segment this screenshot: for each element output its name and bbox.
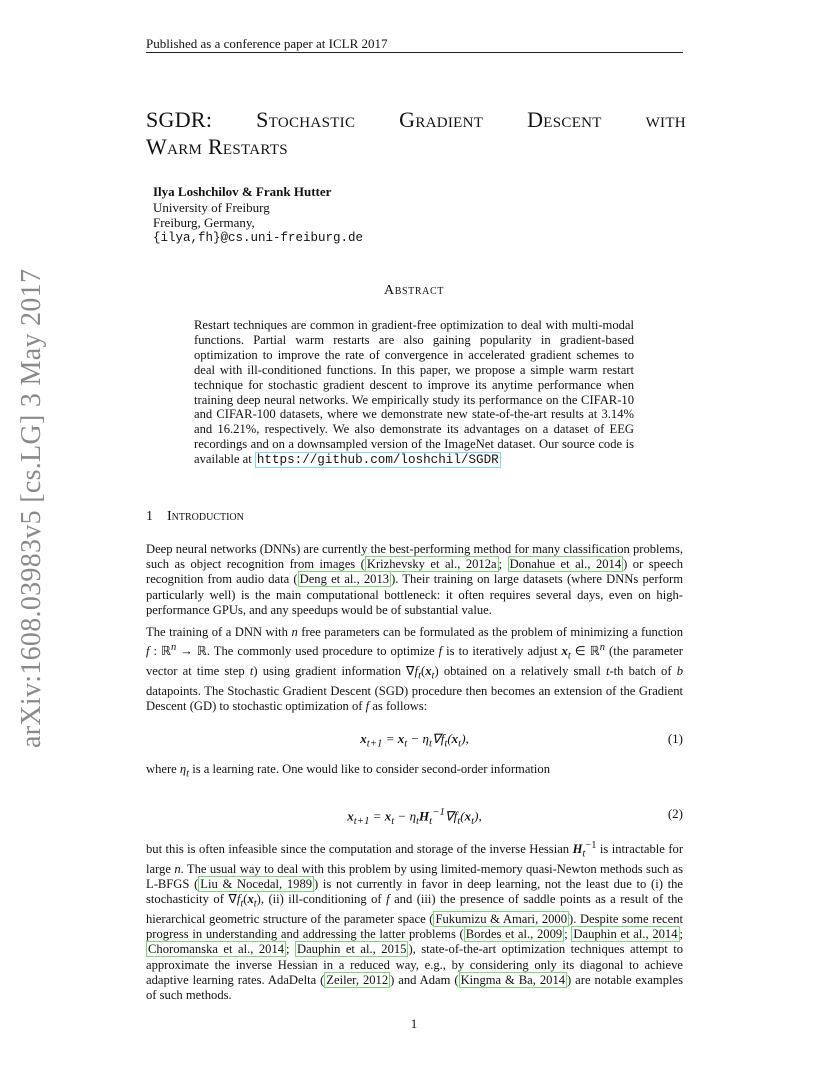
equation-1	[146, 731, 683, 749]
source-code-link[interactable]: https://github.com/loshchil/SGDR	[256, 453, 499, 468]
title-word: with	[645, 107, 686, 132]
equation-1-formula: $x_{t+1} = x_t - \eta_t\nabla f_t(x_t)$,	[360, 731, 469, 750]
intro-paragraph-3: where $\eta_t$ is a learning rate. One would like to consider second-order information	[146, 762, 551, 780]
author-affiliation: University of Freiburg	[153, 199, 270, 215]
citation-link[interactable]: Choromanska et al., 2014	[148, 942, 285, 957]
abstract-text: Restart techniques are common in gradient-free optimization to deal with multi-modal functions. Partial warm restarts are also gaining popularity in gradient-based optimization to improve the rate of convergence in accelerated gradient schemes to deal with ill-conditioned functions. In this paper, we propose a simple warm restart technique for stochastic gradient descent to improve its anytime performance when training deep neural networks. We empirically study its performance on the CIFAR-10 and CIFAR-100 datasets, where we demonstrate new state-of-the-art results at 3.14% and 16.21%, respectively. We also demonstrate its advantages on a dataset of EEG recordings and on a downsampled version of the ImageNet dataset. Our source code is available at	[194, 318, 634, 467]
section-number: 1	[146, 509, 153, 524]
title-line-2: Warm Restarts	[146, 134, 288, 159]
title-word: Descent	[527, 107, 602, 132]
citation-link[interactable]: Krizhevsky et al., 2012a	[366, 557, 497, 572]
equation-2-formula: $x_{t+1} = x_t - \eta_tH_t^{-1}\nabla f_t(x_t)$,	[347, 806, 482, 827]
author-email: {ilya,fh}@cs.uni-freiburg.de	[153, 230, 364, 245]
title-word: SGDR:	[146, 107, 213, 132]
intro-paragraph-4: but this is often infeasible since the computation and storage of the inverse Hessian $H_t^{-1}$ is intractable for large n. The usual way to deal with this problem by using limited-memory quasi-Newton methods such as L-BFGS ( Liu & Nocedal, 1989 ) is not currently in favor in deep learning, not the least due to (i) the stochasticity of $\nabla f_t(x_t)$, (ii) ill-conditioning of f and (iii) the presence of saddle points as a result of the hierarchical geometric structure of the parameter space ( Fukumizu & Amari, 2000 ). Despite some recent progress in understanding and addressing the latter problems ( Bordes et al., 2009 ; Dauphin et al., 2014 ; Choromanska et al., 2014 ; Dauphin et al., 2015 ), state-of-the-art optimization techniques attempt to approximate the inverse Hessian in a reduced way, e.g., by considering only its diagonal to achieve adaptive learning rates. AdaDelta ( Zeiler, 2012 ) and Adam ( Kingma & Ba, 2014 ) are notable examples of such methods.	[146, 840, 684, 1003]
author-names: Ilya Loshchilov & Frank Hutter	[153, 184, 332, 199]
page-number: 1	[410, 1016, 418, 1031]
paper-title	[146, 106, 686, 160]
intro-paragraph-2: The training of a DNN with n free parameters can be formulated as the problem of minimizing a function f : ℝ$^n$ → ℝ. The commonly used procedure to optimize f is to iteratively adjust $x_t$ ∈ ℝ$^n$ (the parameter vector at time step t) using gradient information $\nabla f_t(x_t)$ obtained on a relatively small t-th batch of b datapoints. The Stochastic Gradient Descent (SGD) procedure then becomes an extension of the Gradient Descent (GD) to stochastic optimization of f as follows:	[146, 625, 684, 714]
equation-2-number: (2)	[667, 806, 683, 821]
citation-link[interactable]: Zeiler, 2012	[326, 972, 389, 987]
text-run: ) or speech recognition from audio data (	[146, 557, 684, 587]
title-word: Stochastic	[256, 107, 356, 132]
citation-link[interactable]: Donahue et al., 2014	[509, 557, 622, 572]
equation-1-number: (1)	[667, 731, 683, 746]
text-run: Deep neural networks (DNNs) are currently the best-performing method for many classification problems, such as object recognition from images (	[146, 542, 683, 572]
arxiv-sidebar-stamp: arXiv:1608.03983v5 [cs.LG] 3 May 2017	[16, 268, 47, 748]
section-heading	[146, 509, 244, 525]
abstract-heading: Abstract	[384, 283, 444, 298]
citation-link[interactable]: Kingma & Ba, 2014	[460, 972, 566, 987]
text-run: ). Their training on large datasets (where DNNs perform particularly well) is the main computational bottleneck: it often requires several days, even on high-performance GPUs, and any speedups would be of substantial value.	[146, 572, 684, 617]
citation-link[interactable]: Dauphin et al., 2015	[297, 942, 407, 957]
title-word: Gradient	[399, 107, 484, 132]
citation-link[interactable]: Dauphin et al., 2014	[573, 927, 678, 942]
author-location: Freiburg, Germany,	[153, 215, 255, 230]
section-title: Introduction	[167, 509, 244, 524]
running-header: Published as a conference paper at ICLR 2017	[146, 36, 388, 51]
abstract-body	[194, 318, 634, 468]
header-rule	[146, 52, 683, 53]
author-block	[153, 184, 363, 246]
citation-link[interactable]: Bordes et al., 2009	[465, 927, 563, 942]
citation-link[interactable]: Liu & Nocedal, 1989	[200, 877, 313, 892]
citation-link[interactable]: Deng et al., 2013	[299, 572, 390, 587]
intro-paragraph-1: Deep neural networks (DNNs) are currently the best-performing method for many classification problems, such as object recognition from images ( Krizhevsky et al., 2012a ; Donahue et al., 2014 ) or speech recognition from audio data ( Deng et al., 2013 ). Their training on large datasets (where DNNs perform particularly well) is the main computational bottleneck: it often requires several days, even on high-performance GPUs, and any speedups would be of substantial value.	[146, 542, 684, 617]
equation-2	[146, 806, 683, 827]
citation-link[interactable]: Fukumizu & Amari, 2000	[435, 912, 568, 927]
